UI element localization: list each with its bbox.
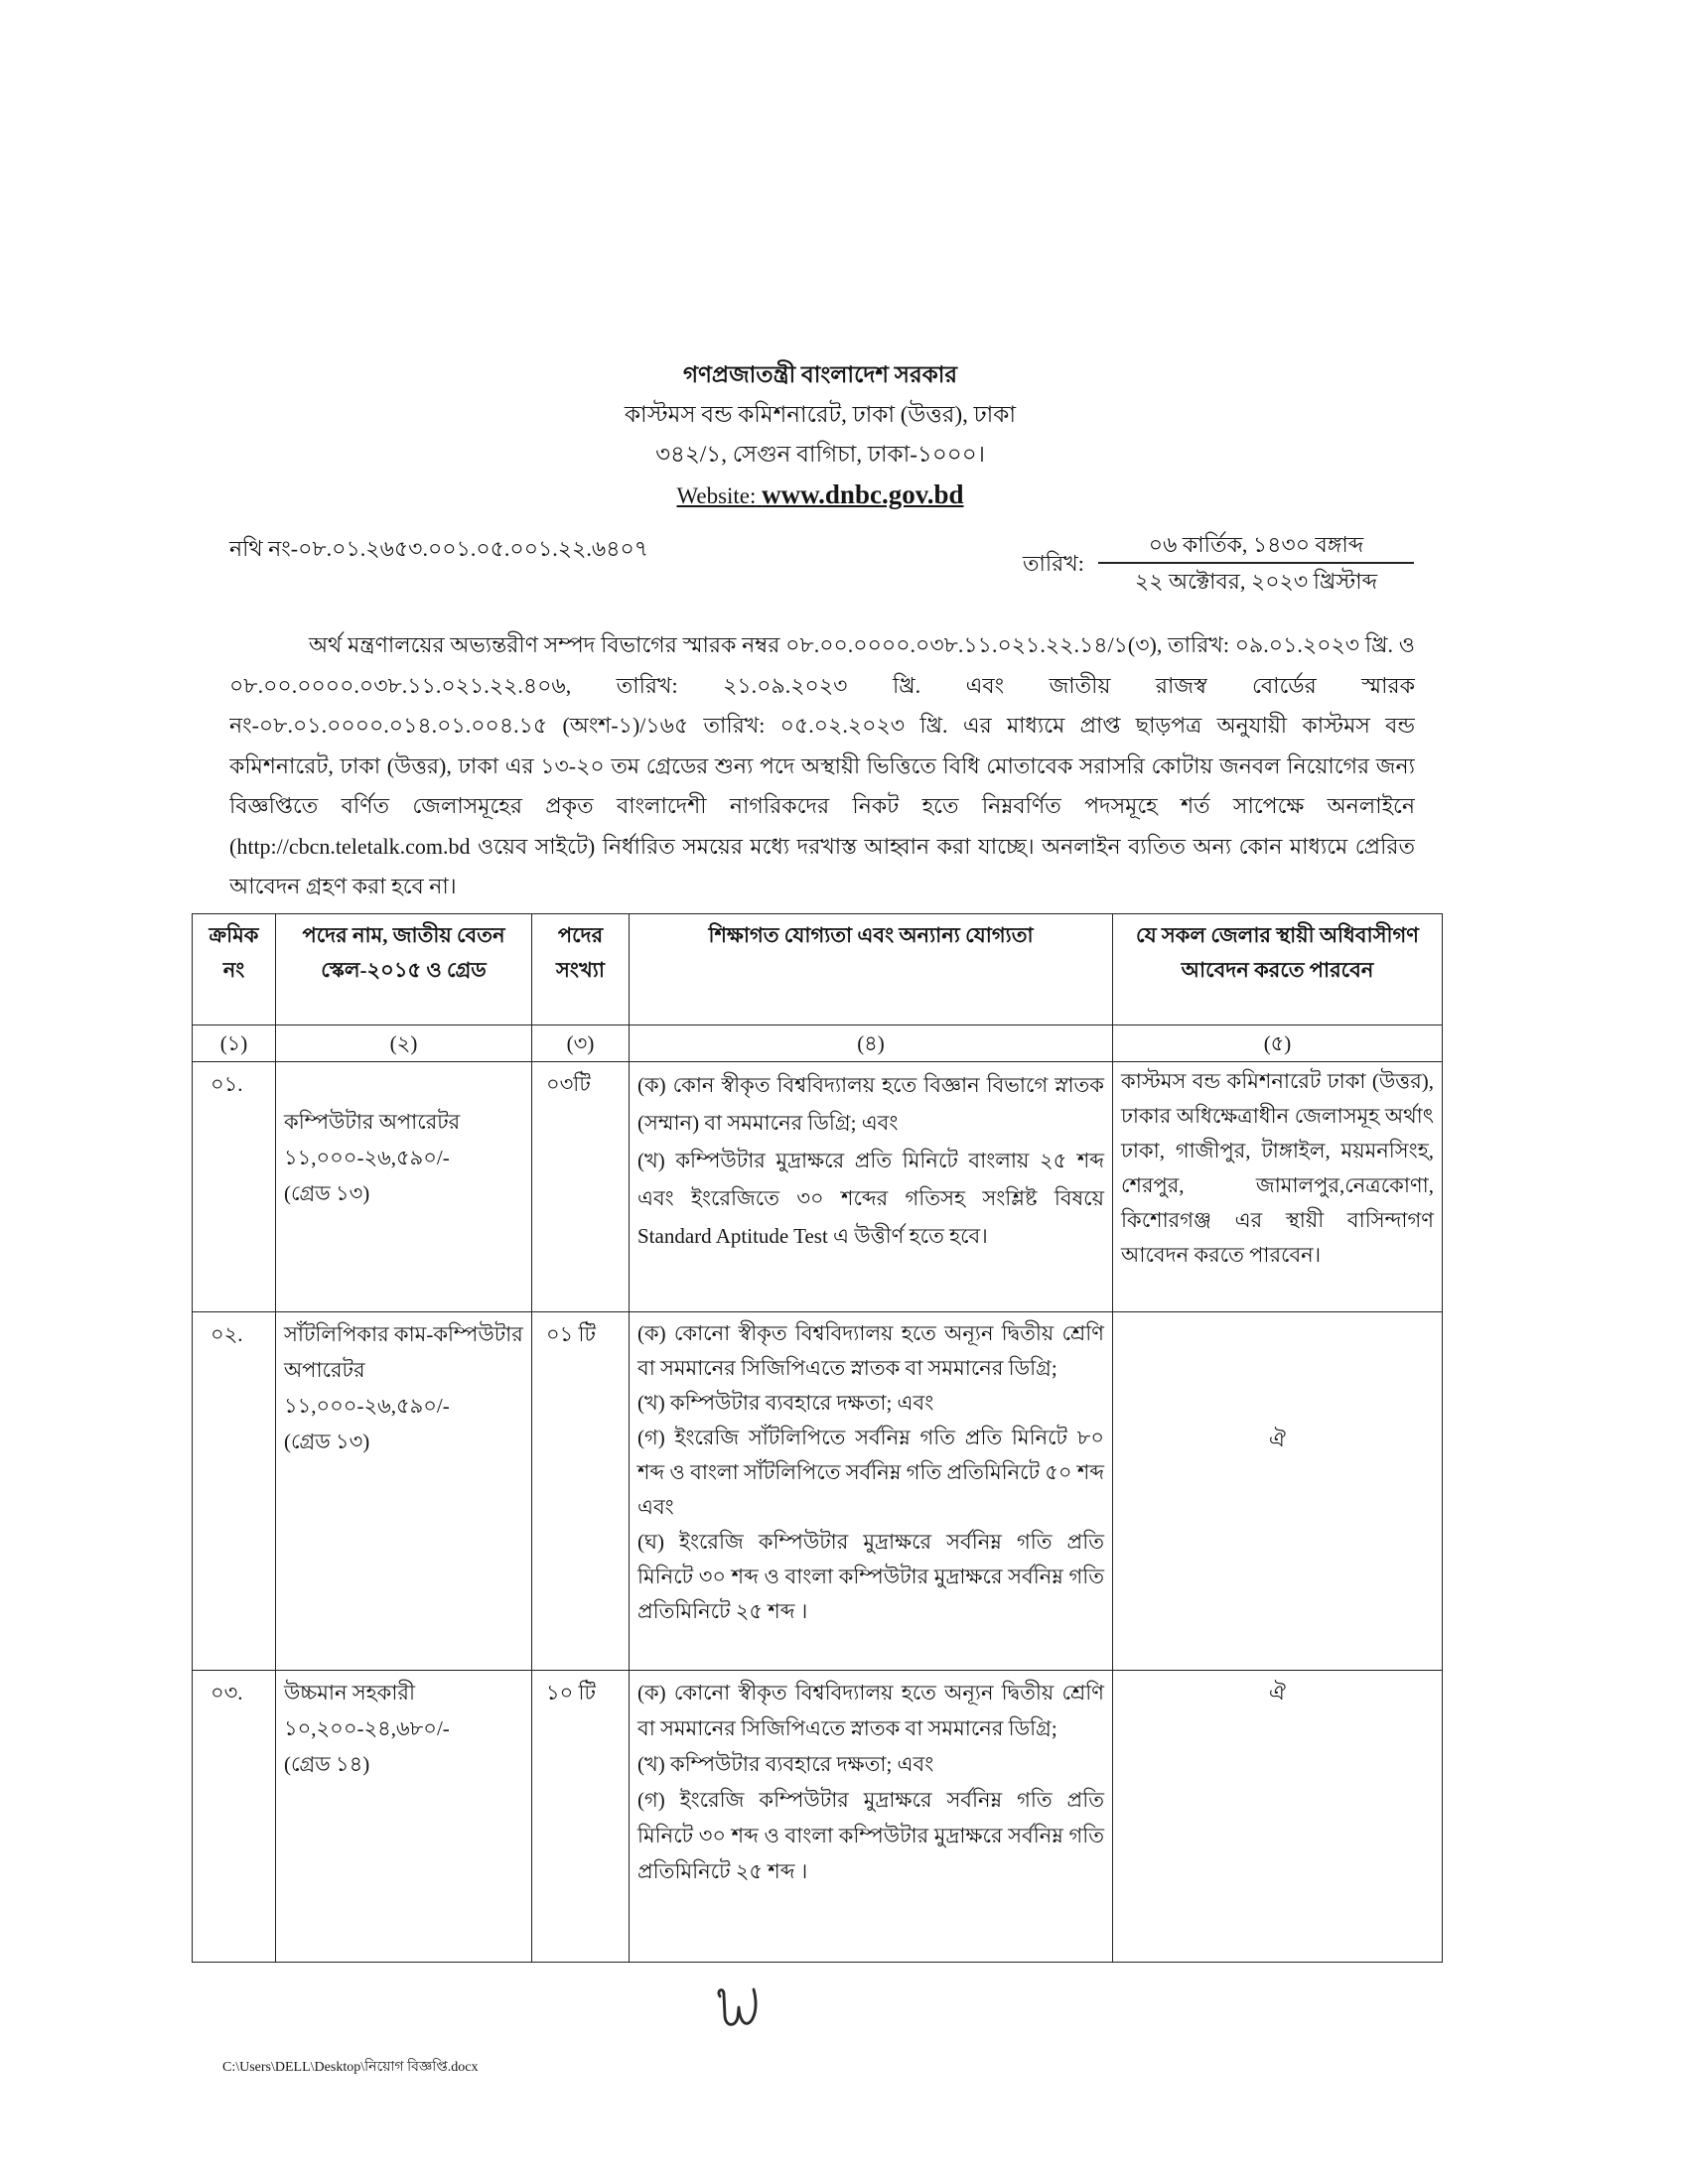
serial-cell — [193, 1312, 276, 1671]
column-number: (৩) — [566, 1031, 595, 1055]
qualification-list — [630, 1062, 1112, 1311]
post-cell — [276, 1062, 532, 1312]
intro-paragraph: অর্থ মন্ত্রণালয়ের অভ্যন্তরীণ সম্পদ বিভাগের স্মারক নম্বর ০৮.০০.০০০০.০৩৮.১১.০২১.২২.১৪/১(৩), তারিখ: ০৯.০১.২০২৩ খ্রি. ও ০৮.০০.০০০০.০৩৮.১১.০২১.২২.৪০৬, তারিখ: ২১.০৯.২০২৩ খ্রি. এবং জাতীয় রাজস্ব বোর্ডের স্মারক নং-০৮.০১.০০০০.০১৪.০১.০০৪.১৫ (অংশ-১)/১৬৫ তারিখ: ০৫.০২.২০২৩ খ্রি. এর মাধ্যমে প্রাপ্ত ছাড়পত্র অনুযায়ী কাস্টমস বন্ড কমিশনারেট, ঢাকা (উত্তর), ঢাকা এর ১৩-২০ তম গ্রেডের শুন্য পদে অস্থায়ী ভিত্তিতে বিধি মোতাবেক সরাসরি কোটায় জনবল নিয়োগের জন্য বিজ্ঞপ্তিতে বর্ণিত জেলাসমূহের প্রকৃত বাংলাদেশী নাগরিকদের নিকট হতে নিম্নবর্ণিত পদসমূহে শর্ত সাপেক্ষে অনলাইনে (http://cbcn.teletalk.com.bd ওয়েব সাইটে) নির্ধারিত সময়ের মধ্যে দরখাস্ত আহ্বান করা যাচ্ছে। অনলাইন ব্যতিত অন্য কোন মাধ্যমে প্রেরিত আবেদন গ্রহণ করা হবে না। — [229, 632, 1415, 898]
signature-stroke — [719, 1989, 756, 2024]
column-number-row — [193, 1025, 1443, 1062]
date-gregorian: ২২ অক্টোবর, ২০২৩ খ্রিস্টাব্দ — [1134, 569, 1378, 594]
office-address: ৩৪২/১, সেগুন বাগিচা, ঢাকা-১০০০। — [655, 442, 985, 467]
qualification-item: (ক) কোনো স্বীকৃত বিশ্ববিদ্যালয় হতে অন্যূন দ্বিতীয় শ্রেণি বা সমমানের সিজিপিএতে স্নাতক বা সমমানের ডিগ্রি; — [637, 1321, 1104, 1380]
letterhead — [175, 355, 1466, 516]
column-number-cell — [630, 1025, 1113, 1062]
vacancy-count: ০১ টি — [546, 1322, 596, 1346]
handwritten-initial-signature — [711, 1983, 767, 2033]
column-number: (২) — [389, 1031, 418, 1055]
post-details — [276, 1671, 531, 1962]
qualification-item: (ঘ) ইংরেজি কম্পিউটার মুদ্রাক্ষরে সর্বনিম্ন গতি প্রতি মিনিটে ৩০ শব্দ ও বাংলা কম্পিউটার মুদ্রাক্ষরে সর্বনিম্ন গতি প্রতিমিনিটে ২৫ শব্দ । — [637, 1530, 1104, 1623]
column-number-cell — [276, 1025, 532, 1062]
row-serial: ০২. — [211, 1322, 243, 1346]
column-number-cell — [532, 1025, 630, 1062]
qualification-item: (খ) কম্পিউটার ব্যবহারে দক্ষতা; এবং — [637, 1391, 934, 1415]
vacancy-count-cell — [532, 1062, 630, 1312]
column-number: (৫) — [1263, 1031, 1292, 1055]
row-serial: ০৩. — [211, 1681, 243, 1705]
grade: (গ্রেড ১৩) — [284, 1181, 370, 1205]
column-number: (৪) — [857, 1031, 885, 1055]
website-line — [175, 475, 1466, 516]
qualification-item: (গ) ইংরেজি সাঁটলিপিতে সর্বনিম্ন গতি প্রতি মিনিটে ৮০ শব্দ ও বাংলা সাঁটলিপিতে সর্বনিম্ন গতি প্রতিমিনিটে ৫০ শব্দ এবং — [637, 1426, 1104, 1519]
qualification-cell — [630, 1671, 1113, 1963]
districts-cell — [1113, 1312, 1443, 1671]
vacancy-count: ১০ টি — [546, 1681, 596, 1705]
serial-cell — [193, 1671, 276, 1963]
eligible-districts-ditto: ঐ — [1269, 1681, 1286, 1705]
qualification-cell — [630, 1312, 1113, 1671]
vacancy-count-cell — [532, 1312, 630, 1671]
date-label: তারিখ: — [1023, 551, 1084, 576]
table-row — [193, 1312, 1443, 1671]
header-cell-post — [276, 914, 532, 1025]
serial-cell — [193, 1062, 276, 1312]
column-number: (১) — [219, 1031, 248, 1055]
table-header-row — [193, 914, 1443, 1025]
qualification-cell — [630, 1062, 1113, 1312]
post-details — [276, 1312, 531, 1670]
table-row — [193, 1062, 1443, 1312]
footer-file-path: C:\Users\DELL\Desktop\নিয়োগ বিজ্ঞপ্তি.docx — [222, 2060, 479, 2075]
districts-cell — [1113, 1671, 1443, 1963]
row-serial: ০১. — [211, 1072, 243, 1096]
post-name: কম্পিউটার অপারেটর — [284, 1110, 461, 1134]
qualification-item: (খ) কম্পিউটার ব্যবহারে দক্ষতা; এবং — [637, 1752, 934, 1776]
header-cell-serial — [193, 914, 276, 1025]
website-label: Website: — [676, 483, 757, 508]
column-number-cell — [1113, 1025, 1443, 1062]
vacancy-count: ০৩টি — [546, 1072, 591, 1096]
date-bangla: ০৬ কার্তিক, ১৪৩০ বঙ্গাব্দ — [1098, 528, 1414, 564]
header-cell-count — [532, 914, 630, 1025]
header-count-label: পদের সংখ্যা — [556, 923, 605, 982]
header-districts-label: যে সকল জেলার স্থায়ী অধিবাসীগণ আবেদন করতে পারবেন — [1136, 923, 1419, 982]
column-number-cell — [193, 1025, 276, 1062]
header-qualification-label: শিক্ষাগত যোগ্যতা এবং অন্যান্য যোগ্যতা — [708, 923, 1034, 947]
post-name: উচ্চমান সহকারী — [284, 1681, 415, 1705]
post-name: সাঁটলিপিকার কাম-কম্পিউটার অপারেটর — [284, 1322, 523, 1382]
qualification-item: (ক) কোন স্বীকৃত বিশ্ববিদ্যালয় হতে বিজ্ঞান বিভাগে স্নাতক (সম্মান) বা সমমানের ডিগ্রি; এবং — [637, 1073, 1104, 1135]
website-url: www.dnbc.gov.bd — [762, 479, 964, 509]
pay-scale: ১১,০০০-২৬,৫৯০/- — [284, 1146, 450, 1169]
header-cell-districts — [1113, 914, 1443, 1025]
districts-cell — [1113, 1062, 1443, 1312]
qualification-item: (ক) কোনো স্বীকৃত বিশ্ববিদ্যালয় হতে অন্যূন দ্বিতীয় শ্রেণি বা সমমানের সিজিপিএতে স্নাতক বা সমমানের ডিগ্রি; — [637, 1681, 1104, 1740]
header-cell-qualification — [630, 914, 1113, 1025]
grade: (গ্রেড ১৪) — [284, 1752, 370, 1776]
government-title: গণপ্রজাতন্ত্রী বাংলাদেশ সরকার — [682, 362, 958, 387]
eligible-districts: কাস্টমস বন্ড কমিশনারেট ঢাকা (উত্তর), ঢাকার অধিক্ষেত্রাধীন জেলাসমূহ অর্থাৎ ঢাকা, গাজীপুর, টাঙ্গাইল, ময়মনসিংহ, শেরপুর, জামালপুর,নেত্রকোণা, কিশোরগঞ্জ এর স্থায়ী বাসিন্দাগণ আবেদন করতে পারবেন। — [1121, 1069, 1434, 1267]
grade: (গ্রেড ১৩) — [284, 1430, 370, 1453]
table-row — [193, 1671, 1443, 1963]
vacancy-count-cell — [532, 1671, 630, 1963]
office-name: কাস্টমস বন্ড কমিশনারেট, ঢাকা (উত্তর), ঢাকা — [624, 402, 1017, 427]
header-post-label: পদের নাম, জাতীয় বেতন স্কেল-২০১৫ ও গ্রেড — [302, 923, 505, 982]
pay-scale: ১১,০০০-২৬,৫৯০/- — [284, 1394, 450, 1418]
qualification-item: (গ) ইংরেজি কম্পিউটার মুদ্রাক্ষরে সর্বনিম্ন গতি প্রতি মিনিটে ৩০ শব্দ ও বাংলা কম্পিউটার মুদ্রাক্ষরে সর্বনিম্ন গতি প্রতিমিনিটে ২৫ শব্দ । — [637, 1788, 1104, 1883]
header-serial-label: ক্রমিক নং — [209, 923, 259, 982]
post-details — [276, 1062, 531, 1311]
qualification-list — [630, 1312, 1112, 1670]
post-cell — [276, 1671, 532, 1963]
vacancy-table — [192, 913, 1443, 1963]
post-cell — [276, 1312, 532, 1671]
date-block — [1098, 528, 1414, 600]
qualification-list — [630, 1671, 1112, 1962]
qualification-item: (খ) কম্পিউটার মুদ্রাক্ষরে প্রতি মিনিটে বাংলায় ২৫ শব্দ এবং ইংরেজিতে ৩০ শব্দের গতিসহ সংশ্লিষ্ট বিষয়ে Standard Aptitude Test এ উত্তীর্ণ হতে হবে। — [637, 1149, 1104, 1248]
memo-reference-number: নথি নং-০৮.০১.২৬৫৩.০০১.০৫.০০১.২২.৬৪০৭ — [229, 536, 649, 561]
eligible-districts-ditto: ঐ — [1269, 1428, 1286, 1451]
pay-scale: ১০,২০০-২৪,৬৮০/- — [284, 1716, 450, 1740]
